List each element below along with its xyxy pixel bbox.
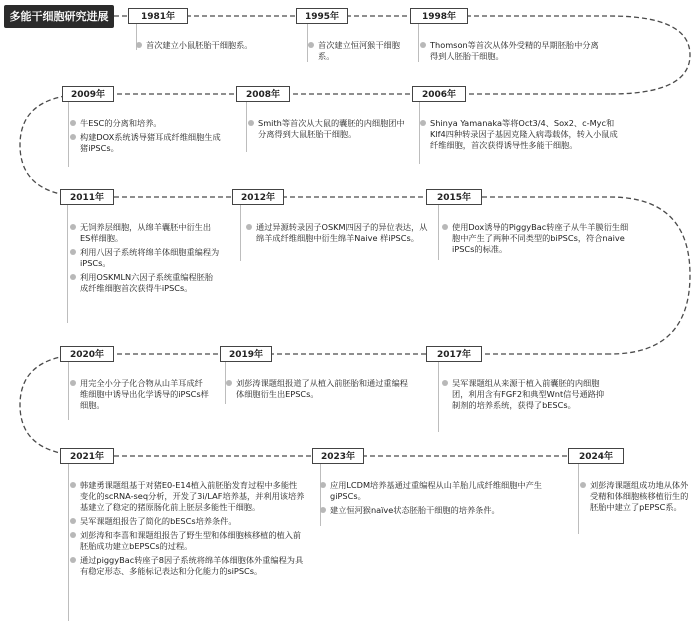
guide-line xyxy=(68,464,69,621)
event-item: 应用LCDM培养基通过重编程从山羊胎儿成纤维细胞中产生giPSCs。 xyxy=(330,480,550,502)
event-2019 xyxy=(236,378,416,403)
guide-line xyxy=(68,102,69,167)
event-2024 xyxy=(590,480,695,516)
event-2008 xyxy=(258,118,408,143)
guide-line xyxy=(320,464,321,526)
event-item: 用完全小分子化合物从山羊耳成纤维细胞中诱导出化学诱导的iPSCs样细胞。 xyxy=(80,378,209,410)
guide-line xyxy=(67,205,68,323)
year-badge-2024: 2024年 xyxy=(568,448,624,464)
event-item: 刘彭涛和李喜和课题组报告了野生型和体细胞核移植的植入前胚胎成功建立bEPSCs的过程。 xyxy=(80,530,305,552)
guide-line xyxy=(418,24,419,62)
event-2020 xyxy=(80,378,210,414)
event-2023 xyxy=(330,480,550,519)
year-badge-2009: 2009年 xyxy=(62,86,114,102)
year-badge-1981: 1981年 xyxy=(128,8,188,24)
year-badge-2015: 2015年 xyxy=(426,189,482,205)
year-badge-1995: 1995年 xyxy=(296,8,348,24)
event-1981 xyxy=(146,40,296,54)
event-2012 xyxy=(256,222,431,247)
event-item: 利用八因子系统将绵羊体细胞重编程为iPSCs。 xyxy=(80,247,220,268)
event-item: 通过piggyBac转座子8因子系统将绵羊体细胞体外重编程为具有稳定形态、多能标记表达和分化能力的siPSCs。 xyxy=(80,555,304,576)
event-2021 xyxy=(80,480,305,580)
guide-line xyxy=(438,205,439,260)
diagram-title: 多能干细胞研究进展 xyxy=(4,5,114,28)
year-badge-2008: 2008年 xyxy=(236,86,290,102)
event-item: 利用OSKMLN六因子系统重编程胚胎成纤维细胞首次获得牛iPSCs。 xyxy=(80,272,220,294)
event-item: 建立恒河猴naïve状态胚胎干细胞的培养条件。 xyxy=(330,505,550,516)
event-item: Smith等首次从大鼠的囊胚的内细胞团中分离得到大鼠胚胎干细胞。 xyxy=(258,118,408,140)
event-1995 xyxy=(318,40,406,65)
event-2009 xyxy=(80,118,225,157)
event-2015 xyxy=(452,222,632,258)
guide-line xyxy=(240,205,241,261)
event-2006 xyxy=(430,118,620,154)
event-item: 牛ESC的分离和培养。 xyxy=(80,118,225,129)
guide-line xyxy=(246,102,247,152)
guide-line xyxy=(419,102,420,164)
event-item: Thomson等首次从体外受精的早期胚胎中分离得到人胚胎干细胞。 xyxy=(430,40,599,61)
event-item: 首次建立恒河猴干细胞系。 xyxy=(318,40,406,62)
year-badge-2012: 2012年 xyxy=(232,189,284,205)
year-badge-2006: 2006年 xyxy=(412,86,466,102)
year-badge-2017: 2017年 xyxy=(426,346,482,362)
event-item: 吴军课题组报告了简化的bESCs培养条件。 xyxy=(80,516,305,527)
year-badge-2020: 2020年 xyxy=(60,346,114,362)
year-badge-2021: 2021年 xyxy=(60,448,114,464)
event-item: 通过异源转录因子OSKM四因子的异位表达，从绵羊成纤维细胞中衍生绵羊Naive 样iPSCs。 xyxy=(256,222,431,244)
year-badge-2023: 2023年 xyxy=(312,448,364,464)
year-badge-2019: 2019年 xyxy=(220,346,272,362)
guide-line xyxy=(578,464,579,534)
event-2017 xyxy=(452,378,612,414)
guide-line xyxy=(438,362,439,432)
event-item: 首次建立小鼠胚胎干细胞系。 xyxy=(146,40,296,51)
event-item: Shinya Yamanaka等将Oct3/4、Sox2、c-Myc和Klf4四种转录因子基因克隆入病毒载体，转入小鼠成纤维细胞，首次获得诱导性多能干细胞。 xyxy=(430,118,620,151)
event-item: 使用Dox诱导的PiggyBac转座子从牛羊膜衍生细胞中产生了两种不同类型的biPSCs，符合naive iPSCs的标准。 xyxy=(452,222,632,255)
year-badge-1998: 1998年 xyxy=(410,8,468,24)
event-item: 无饲养层细胞，从绵羊囊胚中衍生出ES样细胞。 xyxy=(80,222,220,244)
event-item: 吴军课题组从来源于植入前囊胚的内细胞团，利用含有FGF2和典型Wnt信号通路抑制剂的培养系统，获得了bESCs。 xyxy=(452,378,612,411)
year-badge-2011: 2011年 xyxy=(60,189,114,205)
event-2011 xyxy=(80,222,220,297)
guide-line xyxy=(68,362,69,420)
event-1998 xyxy=(430,40,600,65)
event-item: 构建DOX系统诱导猪耳成纤维细胞生成猪iPSCs。 xyxy=(80,132,225,154)
event-item: 刘彭涛课题组成功地从体外受精和体细胞核移植衍生的胚胎中建立了pEPSC系。 xyxy=(590,480,695,513)
event-item: 刘彭涛课题组报道了从植入前胚胎和通过重编程体细胞衍生出EPSCs。 xyxy=(236,378,416,400)
event-item: 韩建勇课题组基于对猪E0-E14植入前胚胎发育过程中多能性变化的scRNA-seq分析，开发了3i/LAF培养基，并利用该培养基建立了稳定的猪原肠化前上胚层多能性干细胞。 xyxy=(80,480,305,512)
